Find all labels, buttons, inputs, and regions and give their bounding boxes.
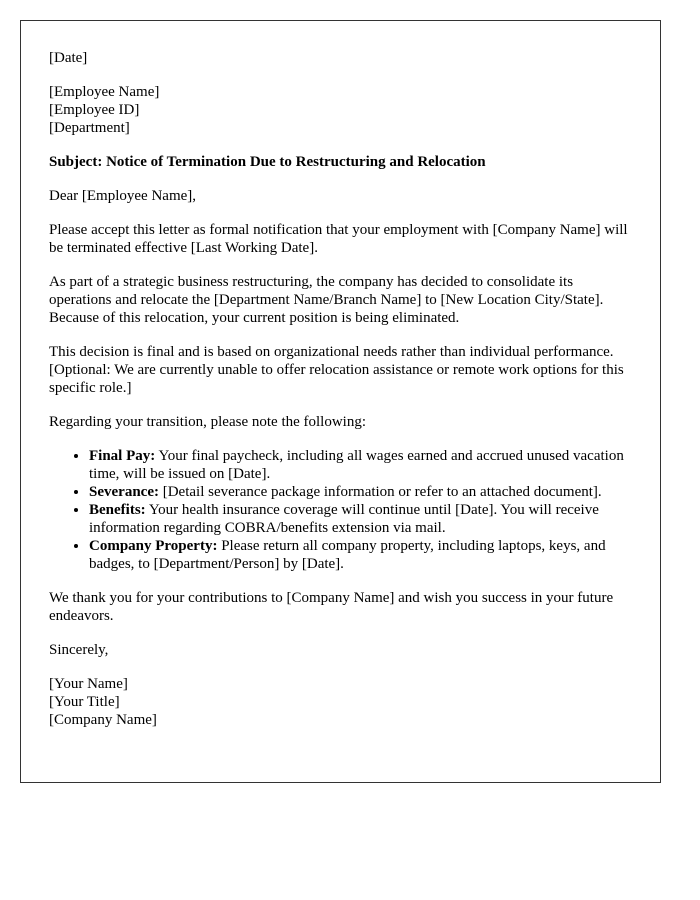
signoff: Sincerely, (49, 642, 109, 658)
letter-subject: Subject: Notice of Termination Due to Restructuring and Relocation (49, 154, 486, 170)
paragraph-decision: This decision is final and is based on organizational needs rather than individual performance. [Optional: We are currently unable to offer relocation assistance or remote work options for this specific role.] (49, 344, 624, 396)
list-item-benefits (89, 501, 632, 537)
salutation: Dear [Employee Name], (49, 188, 197, 204)
list-item-final-pay (89, 447, 632, 483)
list-item-title: Company Property: (89, 538, 218, 554)
list-item-text: Your health insurance coverage will continue until [Date]. You will receive information regarding COBRA/benefits extension via mail. (89, 502, 599, 536)
list-item-text: Your final paycheck, including all wages earned and accrued unused vacation time, will be issued on [Date]. (89, 448, 624, 482)
sender-name: [Your Name] (49, 676, 128, 692)
sender-block (49, 675, 632, 729)
list-item-title: Benefits: (89, 502, 146, 518)
list-item-text: [Detail severance package information or refer to an attached document]. (158, 484, 602, 500)
list-item-title: Severance: (89, 484, 159, 500)
list-item-severance (89, 483, 632, 501)
recipient-block (49, 83, 632, 137)
paragraph-closing: We thank you for your contributions to [Company Name] and wish you success in your future endeavors. (49, 590, 614, 624)
employee-department: [Department] (49, 120, 130, 136)
employee-id: [Employee ID] (49, 102, 140, 118)
transition-list (49, 447, 632, 573)
paragraph-transition-intro: Regarding your transition, please note the following: (49, 414, 367, 430)
list-item-company-property (89, 537, 632, 573)
termination-letter (20, 20, 661, 783)
paragraph-restructuring: As part of a strategic business restructuring, the company has decided to consolidate its operations and relocate the [Department Name/Branch Name] to [New Location City/State]. Because of this relocation, your current position is being eliminated. (49, 274, 604, 326)
list-item-title: Final Pay: (89, 448, 156, 464)
employee-name: [Employee Name] (49, 84, 160, 100)
letter-date: [Date] (49, 50, 88, 66)
paragraph-notification: Please accept this letter as formal notification that your employment with [Company Name] will be terminated effective [Last Working Date]. (49, 222, 628, 256)
date-block (49, 49, 632, 67)
sender-title: [Your Title] (49, 694, 120, 710)
list-item-text: Please return all company property, including laptops, keys, and badges, to [Department/Person] by [Date]. (89, 538, 606, 572)
sender-company: [Company Name] (49, 712, 157, 728)
